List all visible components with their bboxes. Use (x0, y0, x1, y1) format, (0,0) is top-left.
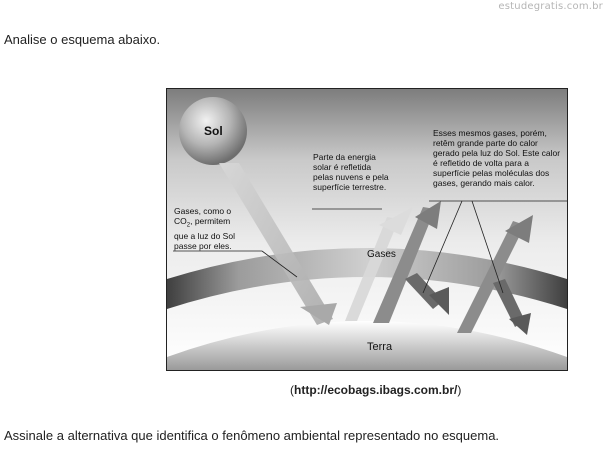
earth-label: Terra (367, 341, 393, 353)
co2-subscript: 2 (186, 222, 191, 229)
site-watermark: estudegratis.com.br (498, 1, 603, 12)
source-link[interactable]: http://ecobags.ibags.com.br/ (294, 383, 458, 397)
gases-label: Gases (367, 249, 396, 260)
caption-open: ( (290, 383, 294, 397)
middle-note: Parte da energia solar é refletida pelas nuvens e pela superfície terrestre. (313, 152, 389, 192)
left-note-line-3: que a luz do Sol (174, 230, 235, 241)
left-note-line-1: Gases, como o (174, 206, 232, 216)
left-note-line-2 (174, 216, 264, 231)
left-note-line-4: passe por eles. (174, 240, 232, 251)
question-text: Assinale a alternativa que identifica o fenômeno ambiental representado no esquema. (4, 428, 500, 443)
sun-label: Sol (204, 124, 223, 138)
co2-text: CO (174, 216, 187, 226)
greenhouse-diagram (166, 88, 568, 371)
left-note (174, 206, 264, 251)
intro-text: Analise o esquema abaixo. (4, 32, 161, 47)
left-note-line-2-rest: , permitem (190, 216, 231, 226)
right-note: Esses mesmos gases, porém, retêm grande parte do calor gerado pela luz do Sol. Este calor é refletido de volta para a superfície pelas moléculas dos gases, gerando mais calor. (433, 128, 561, 188)
source-caption (290, 383, 461, 397)
caption-close: ) (457, 383, 462, 397)
